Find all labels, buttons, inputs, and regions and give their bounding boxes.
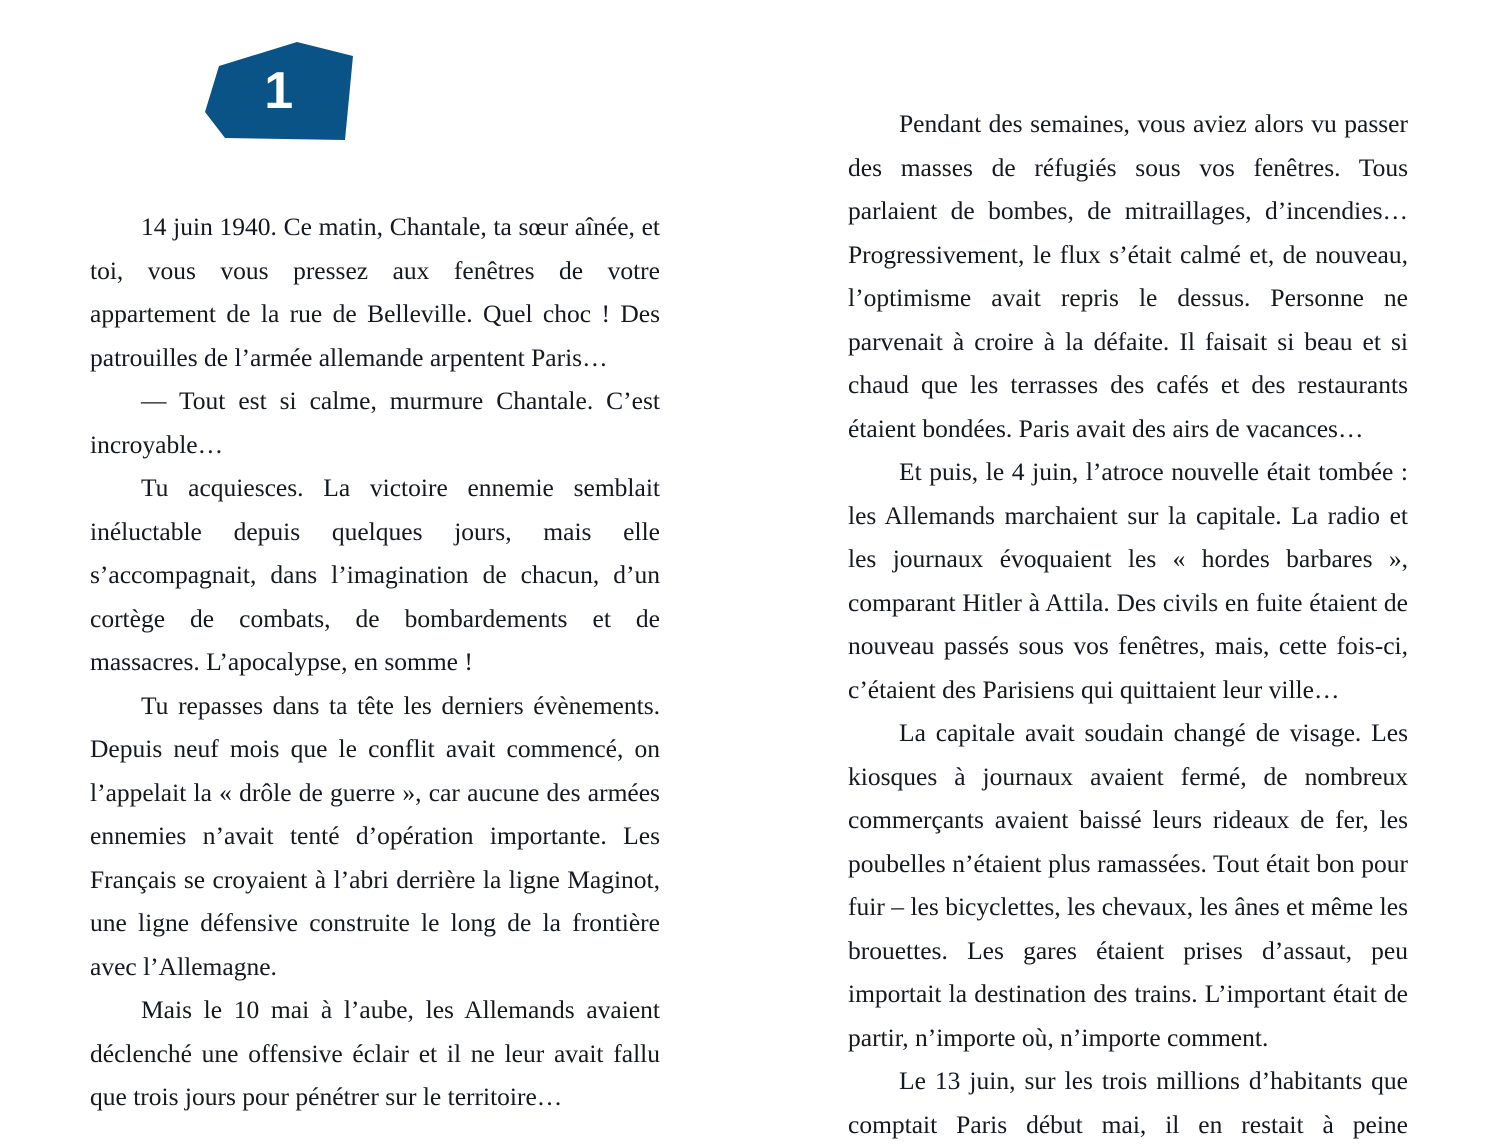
- paragraph: Pendant des semaines, vous aviez alors vu passer des masses de réfugiés sous vos fenêtres. Tous parlaient de bombes, de mitraillages, d’incendies… Progressivement, le flux s’était calmé et, de nouveau, l’optimisme avait repris le dessus. Personne ne parvenait à croire à la défaite. Il faisait si beau et si chaud que les terrasses des cafés et des restaurants étaient bondées. Paris avait des airs de vacances…: [848, 109, 1408, 443]
- text-column-right: [848, 0, 1408, 1139]
- paragraph: Et puis, le 4 juin, l’atroce nouvelle était tombée : les Allemands marchaient sur la capitale. La radio et les journaux évoquaient les « hordes barbares », comparant Hitler à Attila. Des civils en fuite étaient de nouveau passés sous vos fenêtres, mais, cette fois-ci, c’étaient des Parisiens qui quittaient leur ville…: [848, 457, 1408, 704]
- paragraph: — Tout est si calme, murmure Chantale. C’est incroyable…: [90, 386, 660, 459]
- text-column-left: [90, 0, 660, 1111]
- paragraph: Tu repasses dans ta tête les derniers évènements. Depuis neuf mois que le conflit avait commencé, on l’appelait la « drôle de guerre », car aucune des armées ennemies n’avait tenté d’opération importante. Les Français se croyaient à l’abri derrière la ligne Maginot, une ligne défensive construite le long de la frontière avec l’Allemagne.: [90, 690, 660, 981]
- right-column-body: [848, 102, 1408, 1146]
- chapter-number: 1: [264, 62, 294, 120]
- paragraph: La capitale avait soudain changé de visage. Les kiosques à journaux avaient fermé, de nombreux commerçants avaient baissé leurs rideaux de fer, les poubelles n’étaient plus ramassées. Tout était bon pour fuir – les bicyclettes, les chevaux, les ânes et même les brouettes. Les gares étaient prises d’assaut, peu importait la destination des trains. L’important était de partir, n’importe où, n’importe comment.: [848, 718, 1408, 1052]
- paragraph: Mais le 10 mai à l’aube, les Allemands avaient déclenché une offensive éclair et il ne leur avait fallu que trois jours pour pénétrer sur le territoire…: [90, 995, 660, 1111]
- left-column-body: [90, 205, 660, 1119]
- paragraph: Le 13 juin, sur les trois millions d’habitants que comptait Paris début mai, il en restait à peine: [848, 1066, 1408, 1139]
- paragraph: 14 juin 1940. Ce matin, Chantale, ta sœur aînée, et toi, vous vous pressez aux fenêtres de votre appartement de la rue de Belleville. Quel choc ! Des patrouilles de l’armée allemande arpentent Paris…: [90, 212, 660, 372]
- paragraph: Tu acquiesces. La victoire ennemie semblait inéluctable depuis quelques jours, mais elle s’accompagnait, dans l’imagination de chacun, d’un cortège de combats, de bombardements et de massacres. L’apocalypse, en somme !: [90, 473, 660, 676]
